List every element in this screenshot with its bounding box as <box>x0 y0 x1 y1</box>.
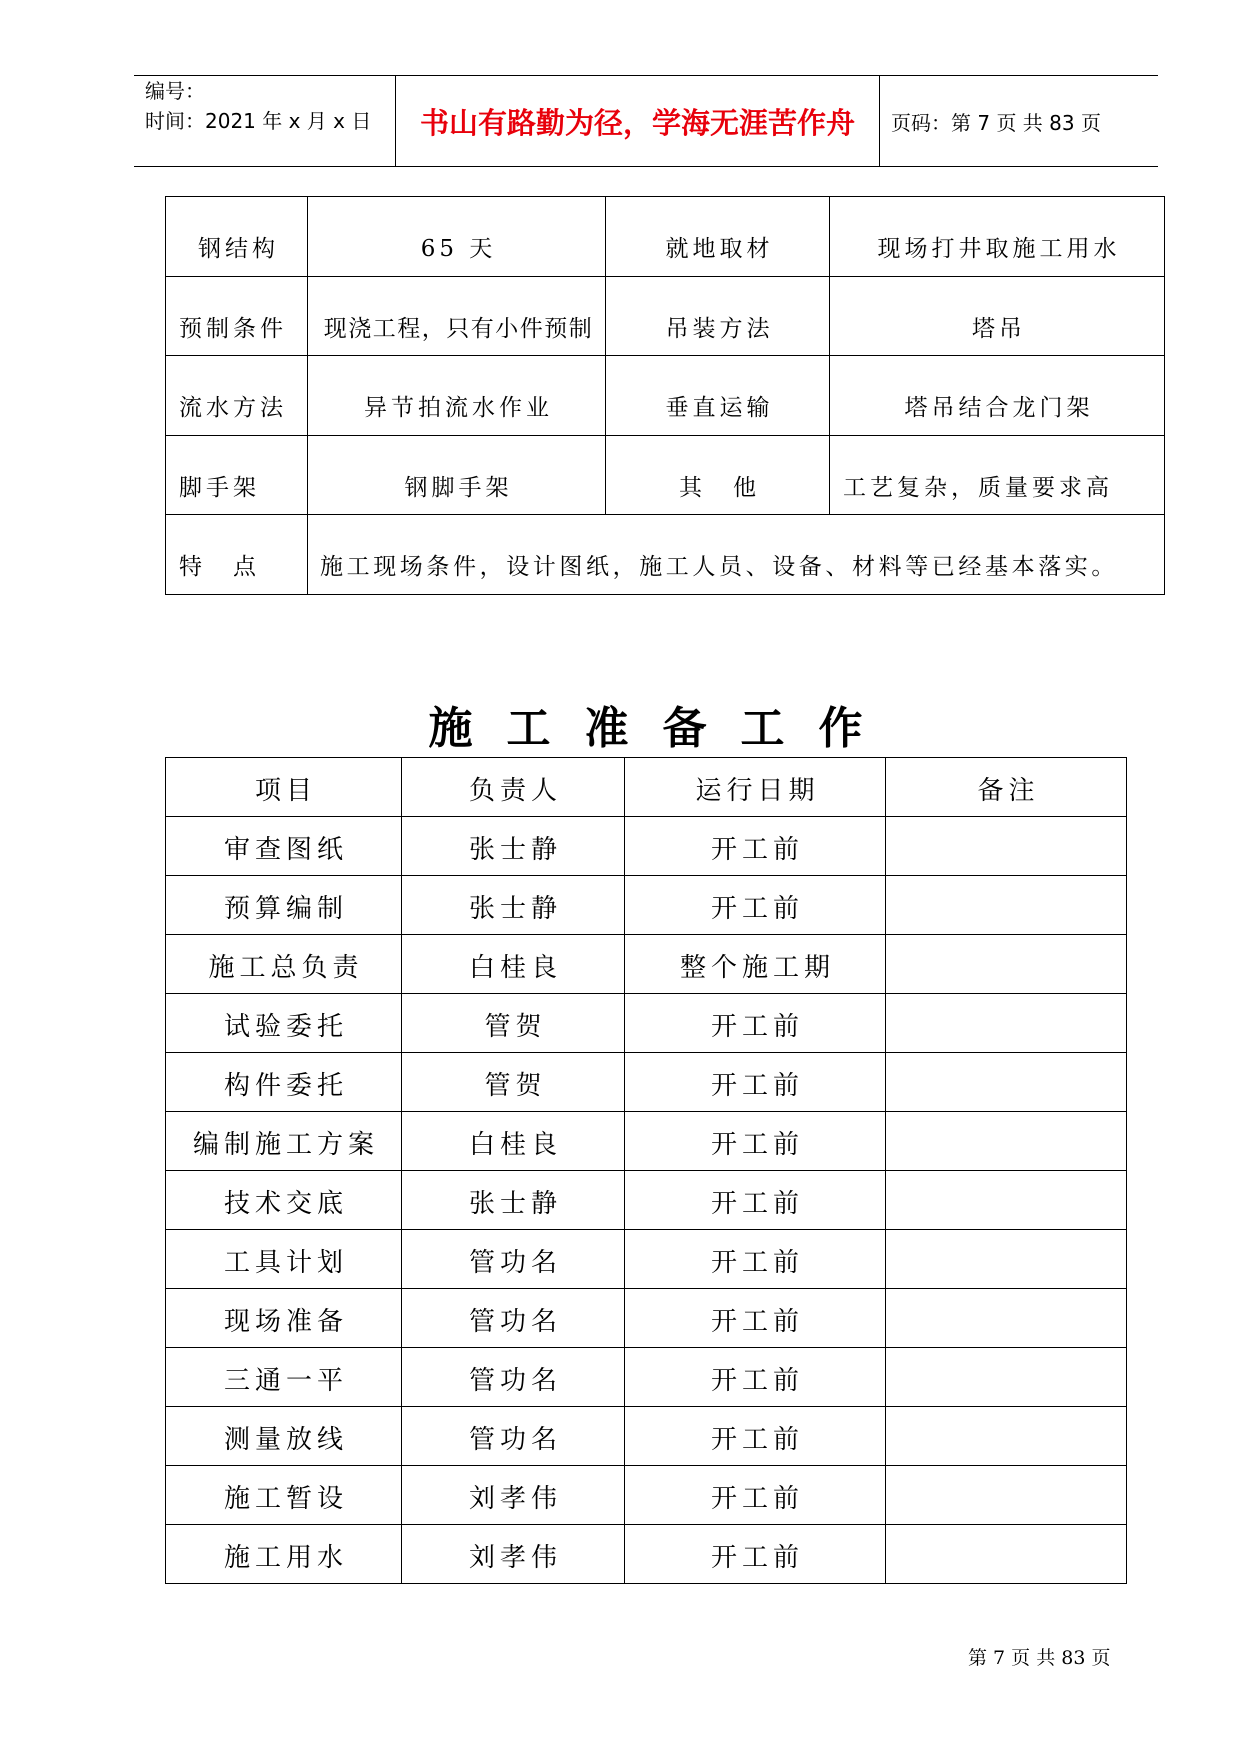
table-row <box>166 1466 1127 1525</box>
info-label: 流水方法 <box>166 356 308 436</box>
table-row <box>166 197 1165 277</box>
remark-cell <box>886 817 1127 876</box>
column-header-date: 运行日期 <box>625 758 886 817</box>
table-row <box>166 515 1165 595</box>
owner-cell: 管贺 <box>402 994 625 1053</box>
info-value: 钢脚手架 <box>308 435 606 515</box>
remark-cell <box>886 1407 1127 1466</box>
table-row <box>166 1230 1127 1289</box>
column-header-owner: 负责人 <box>402 758 625 817</box>
remark-cell <box>886 1230 1127 1289</box>
owner-cell: 张士静 <box>402 817 625 876</box>
header-meta <box>134 76 395 166</box>
remark-cell <box>886 935 1127 994</box>
info-value: 塔吊结合龙门架 <box>830 356 1165 436</box>
remark-cell <box>886 1348 1127 1407</box>
remark-cell <box>886 1466 1127 1525</box>
date-cell: 开工前 <box>625 1230 886 1289</box>
preparation-table <box>165 757 1127 1584</box>
remark-cell <box>886 1053 1127 1112</box>
header-slogan: 书山有路勤为径，学海无涯苦作舟 <box>395 76 879 166</box>
info-value: 工艺复杂，质量要求高 <box>830 435 1165 515</box>
info-value: 现场打井取施工用水 <box>830 197 1165 277</box>
date-cell: 开工前 <box>625 1112 886 1171</box>
owner-cell: 白桂良 <box>402 1112 625 1171</box>
remark-cell <box>886 1525 1127 1584</box>
date-cell: 开工前 <box>625 1407 886 1466</box>
project-info-table <box>165 196 1165 595</box>
item-cell: 测量放线 <box>166 1407 402 1466</box>
table-row <box>166 276 1165 356</box>
table-row <box>166 1289 1127 1348</box>
info-label: 吊装方法 <box>606 276 830 356</box>
owner-cell: 张士静 <box>402 876 625 935</box>
owner-cell: 张士静 <box>402 1171 625 1230</box>
owner-cell: 管功名 <box>402 1289 625 1348</box>
table-row <box>166 876 1127 935</box>
item-cell: 现场准备 <box>166 1289 402 1348</box>
item-cell: 三通一平 <box>166 1348 402 1407</box>
item-cell: 施工用水 <box>166 1525 402 1584</box>
table-row <box>166 935 1127 994</box>
owner-cell: 管功名 <box>402 1407 625 1466</box>
table-row <box>166 994 1127 1053</box>
owner-cell: 刘孝伟 <box>402 1466 625 1525</box>
remark-cell <box>886 1112 1127 1171</box>
header-page-info: 页码：第 7 页 共 83 页 <box>879 76 1158 166</box>
table-header-row <box>166 758 1127 817</box>
info-value: 现浇工程，只有小件预制 <box>308 276 606 356</box>
page-footer: 第 7 页 共 83 页 <box>968 1647 1111 1669</box>
remark-cell <box>886 876 1127 935</box>
owner-cell: 管功名 <box>402 1230 625 1289</box>
table-row <box>166 1525 1127 1584</box>
item-cell: 构件委托 <box>166 1053 402 1112</box>
table-row <box>166 356 1165 436</box>
item-cell: 技术交底 <box>166 1171 402 1230</box>
owner-cell: 管功名 <box>402 1348 625 1407</box>
info-label: 其 他 <box>606 435 830 515</box>
table-row <box>166 435 1165 515</box>
features-label: 特 点 <box>166 515 308 595</box>
info-label: 垂直运输 <box>606 356 830 436</box>
info-label: 脚手架 <box>166 435 308 515</box>
info-label: 就地取材 <box>606 197 830 277</box>
date-cell: 开工前 <box>625 1289 886 1348</box>
info-label: 预制条件 <box>166 276 308 356</box>
item-cell: 施工总负责 <box>166 935 402 994</box>
column-header-item: 项目 <box>166 758 402 817</box>
item-cell: 预算编制 <box>166 876 402 935</box>
table-row <box>166 1171 1127 1230</box>
info-value: 异节拍流水作业 <box>308 356 606 436</box>
item-cell: 试验委托 <box>166 994 402 1053</box>
owner-cell: 刘孝伟 <box>402 1525 625 1584</box>
table-row <box>166 1348 1127 1407</box>
date-cell: 开工前 <box>625 1053 886 1112</box>
date-cell: 开工前 <box>625 876 886 935</box>
date-cell: 开工前 <box>625 1348 886 1407</box>
remark-cell <box>886 1171 1127 1230</box>
table-row <box>166 817 1127 876</box>
item-cell: 编制施工方案 <box>166 1112 402 1171</box>
features-text: 施工现场条件，设计图纸，施工人员、设备、材料等已经基本落实。 <box>308 515 1165 595</box>
item-cell: 工具计划 <box>166 1230 402 1289</box>
table-row <box>166 1112 1127 1171</box>
remark-cell <box>886 994 1127 1053</box>
date-cell: 开工前 <box>625 1171 886 1230</box>
info-label: 钢结构 <box>166 197 308 277</box>
date-cell: 开工前 <box>625 994 886 1053</box>
owner-cell: 管贺 <box>402 1053 625 1112</box>
date-cell: 开工前 <box>625 1525 886 1584</box>
table-row <box>166 1407 1127 1466</box>
info-value: 65 天 <box>308 197 606 277</box>
item-cell: 施工暂设 <box>166 1466 402 1525</box>
remark-cell <box>886 1289 1127 1348</box>
item-cell: 审查图纸 <box>166 817 402 876</box>
date-cell: 开工前 <box>625 1466 886 1525</box>
page-header <box>134 75 1158 167</box>
date-cell: 开工前 <box>625 817 886 876</box>
column-header-remark: 备注 <box>886 758 1127 817</box>
info-value: 塔吊 <box>830 276 1165 356</box>
header-serial-label: 编号： <box>145 79 205 103</box>
date-cell: 整个施工期 <box>625 935 886 994</box>
table-row <box>166 1053 1127 1112</box>
header-date-label: 时间：2021 年 x 月 x 日 <box>145 109 372 133</box>
owner-cell: 白桂良 <box>402 935 625 994</box>
section-title: 施工准备工作 <box>428 703 897 754</box>
